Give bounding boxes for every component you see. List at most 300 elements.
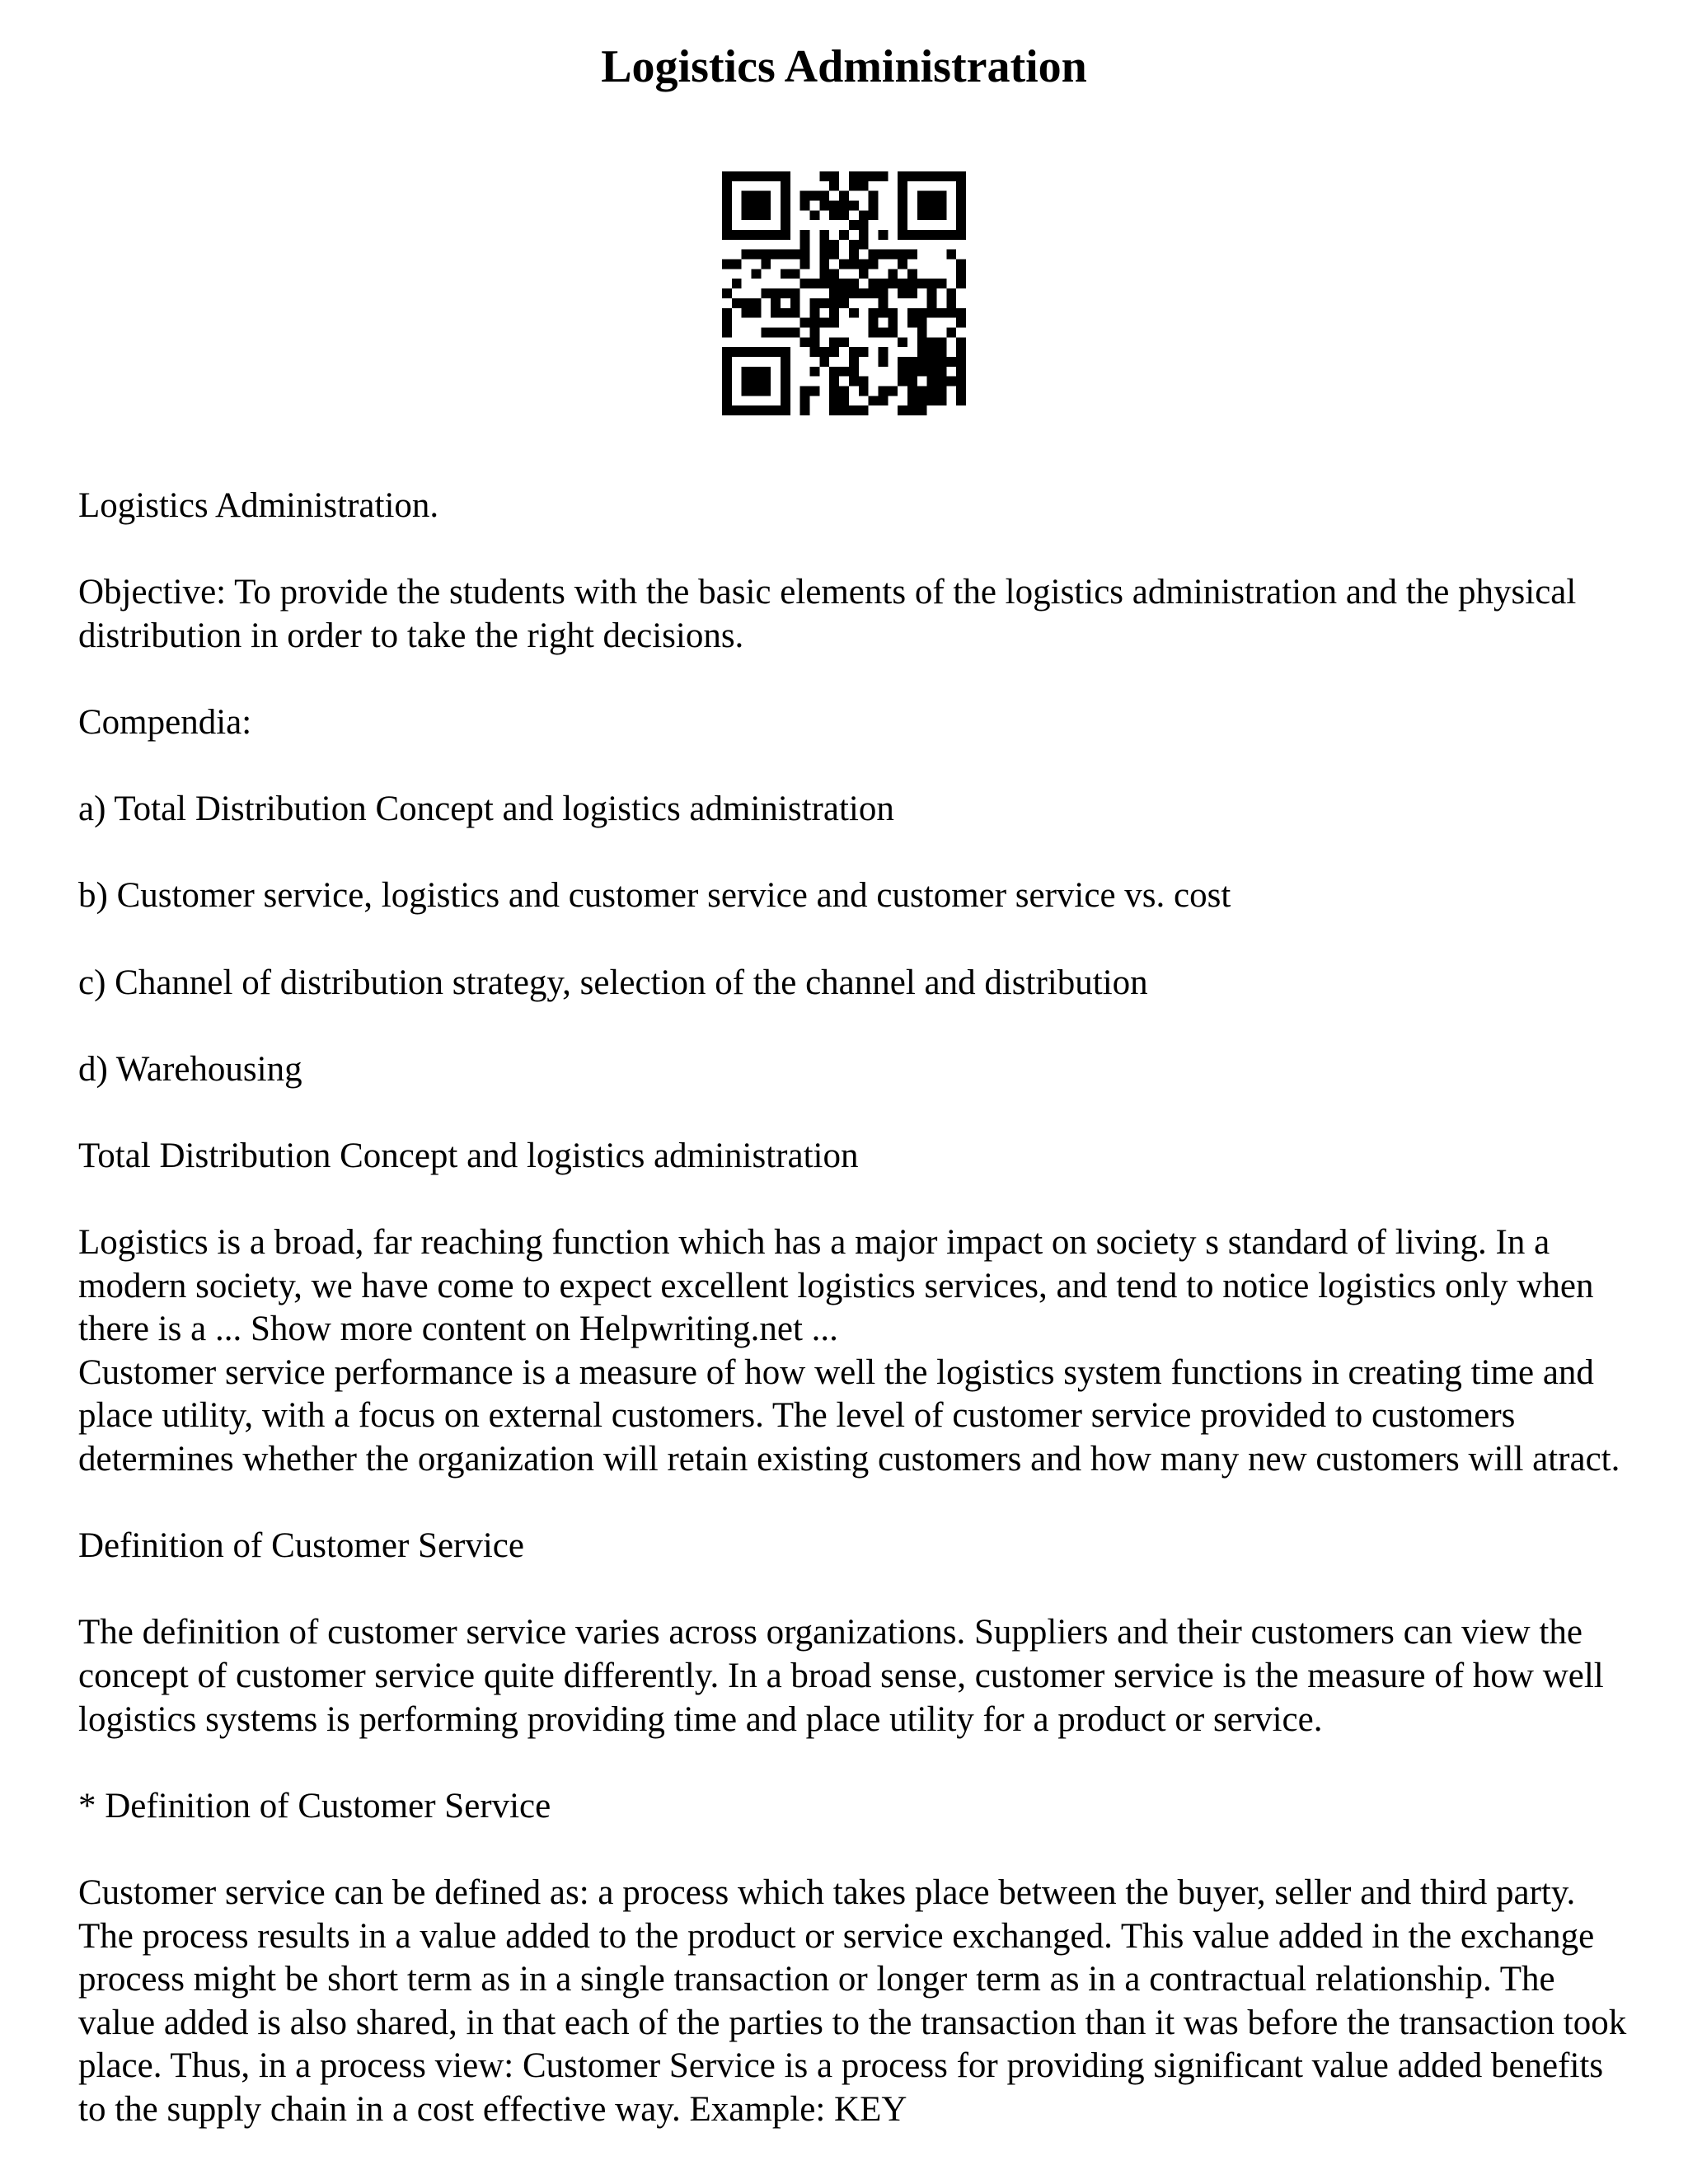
qr-module	[936, 171, 946, 181]
qr-module	[898, 220, 907, 230]
qr-module	[907, 357, 917, 367]
qr-module	[790, 327, 800, 337]
qr-module	[849, 181, 859, 191]
paragraph: Objective: To provide the students with the basic elements of the logistics administration and the physical distribution in order to take the right decisions.	[78, 573, 1577, 655]
qr-module	[956, 347, 966, 357]
qr-module	[917, 396, 927, 405]
qr-module	[956, 337, 966, 347]
qr-module	[771, 288, 781, 298]
qr-module	[869, 250, 879, 260]
qr-module	[819, 240, 829, 250]
qr-module	[917, 386, 927, 396]
qr-module	[859, 269, 869, 279]
qr-module	[898, 288, 907, 298]
qr-module	[752, 269, 762, 279]
qr-module	[859, 230, 869, 240]
qr-module	[927, 279, 937, 288]
qr-module	[771, 347, 781, 357]
qr-module	[781, 405, 790, 415]
qr-module	[761, 260, 771, 269]
qr-module	[869, 318, 879, 328]
qr-module	[771, 327, 781, 337]
qr-module	[956, 367, 966, 377]
qr-module	[761, 191, 771, 201]
qr-module	[907, 230, 917, 240]
qr-module	[839, 260, 849, 269]
qr-module	[956, 318, 966, 328]
qr-module	[732, 279, 742, 288]
qr-module	[898, 260, 907, 269]
qr-module	[771, 298, 781, 308]
qr-module	[829, 377, 839, 387]
qr-module	[917, 230, 927, 240]
qr-module	[859, 181, 869, 191]
qr-module	[800, 230, 810, 240]
qr-module	[781, 230, 790, 240]
qr-module	[849, 201, 859, 211]
qr-module	[936, 377, 946, 387]
qr-module	[732, 298, 742, 308]
qr-module	[742, 298, 752, 308]
qr-module	[761, 327, 771, 337]
paragraph: a) Total Distribution Concept and logistics administration	[78, 790, 894, 829]
qr-module	[819, 171, 829, 181]
qr-module	[800, 405, 810, 415]
qr-module	[859, 171, 869, 181]
qr-module	[829, 250, 839, 260]
qr-module	[790, 308, 800, 318]
qr-module	[849, 357, 859, 367]
qr-module	[878, 230, 888, 240]
qr-module	[810, 337, 820, 347]
qr-module	[878, 396, 888, 405]
qr-module	[917, 327, 927, 337]
qr-module	[810, 279, 820, 288]
qr-module	[790, 269, 800, 279]
qr-module	[956, 386, 966, 396]
qr-module	[956, 377, 966, 387]
qr-module	[946, 288, 956, 298]
qr-module	[781, 367, 790, 377]
qr-module	[859, 288, 869, 298]
qr-module	[771, 308, 781, 318]
qr-module	[732, 230, 742, 240]
qr-module	[819, 357, 829, 367]
qr-module	[956, 210, 966, 220]
qr-module	[869, 288, 879, 298]
qr-module	[761, 201, 771, 211]
qr-module	[742, 201, 752, 211]
paragraph: Definition of Customer Service	[78, 1526, 524, 1566]
qr-module	[810, 298, 820, 308]
qr-module	[878, 347, 888, 357]
qr-module	[956, 191, 966, 201]
qr-module	[839, 210, 849, 220]
qr-module	[878, 327, 888, 337]
qr-module	[732, 347, 742, 357]
qr-module	[917, 405, 927, 415]
qr-module	[898, 405, 907, 415]
qr-module	[839, 367, 849, 377]
qr-module	[771, 405, 781, 415]
qr-module	[781, 269, 790, 279]
qr-module	[839, 396, 849, 405]
qr-module	[722, 377, 732, 387]
qr-module	[849, 347, 859, 357]
qr-module	[927, 191, 937, 201]
qr-module	[829, 405, 839, 415]
qr-module	[819, 191, 829, 201]
qr-module	[722, 191, 732, 201]
qr-module	[927, 337, 937, 347]
qr-module	[956, 260, 966, 269]
qr-module	[800, 337, 810, 347]
qr-module	[849, 171, 859, 181]
qr-module	[859, 220, 869, 230]
qr-module	[927, 357, 937, 367]
qr-module	[829, 367, 839, 377]
paragraph: * Definition of Customer Service	[78, 1786, 551, 1825]
qr-module	[752, 191, 762, 201]
qr-module	[849, 279, 859, 288]
document-body	[78, 485, 1628, 2175]
qr-module	[771, 230, 781, 240]
qr-module	[946, 327, 956, 337]
qr-module	[722, 405, 732, 415]
paragraph: d) Warehousing	[78, 1049, 302, 1089]
qr-module	[917, 171, 927, 181]
qr-module	[888, 327, 898, 337]
qr-module	[800, 240, 810, 250]
qr-module	[732, 405, 742, 415]
qr-module	[781, 308, 790, 318]
paragraph: Customer service performance is a measure of how well the logistics system functions in creating time and place utility, with a focus on external customers. The level of customer service provided to customers determines whether the organization will retain existing customers and how many new customers will atract.	[78, 1352, 1620, 1479]
qr-module	[722, 367, 732, 377]
qr-module	[781, 191, 790, 201]
qr-module	[907, 396, 917, 405]
qr-module	[927, 367, 937, 377]
qr-module	[917, 308, 927, 318]
qr-module	[819, 250, 829, 260]
qr-module	[956, 181, 966, 191]
qr-module	[742, 191, 752, 201]
qr-module	[829, 181, 839, 191]
qr-module	[781, 386, 790, 396]
qr-module	[771, 250, 781, 260]
qr-module	[839, 230, 849, 240]
qr-module	[888, 386, 898, 396]
qr-module	[898, 191, 907, 201]
qr-module	[819, 230, 829, 240]
qr-module	[781, 201, 790, 211]
qr-module	[742, 377, 752, 387]
qr-module	[869, 279, 879, 288]
qr-module	[810, 191, 820, 201]
qr-module	[936, 396, 946, 405]
qr-module	[819, 279, 829, 288]
qr-module	[936, 210, 946, 220]
qr-module	[917, 210, 927, 220]
qr-module	[742, 347, 752, 357]
qr-module	[859, 347, 869, 357]
qr-module	[800, 318, 810, 328]
qr-module	[927, 201, 937, 211]
qr-module	[869, 201, 879, 211]
qr-module	[946, 298, 956, 308]
qr-module	[829, 171, 839, 181]
qr-module	[742, 367, 752, 377]
qr-module	[761, 288, 771, 298]
qr-module	[819, 298, 829, 308]
qr-module	[781, 377, 790, 387]
qr-module	[936, 230, 946, 240]
qr-module	[927, 308, 937, 318]
qr-module	[878, 171, 888, 181]
qr-module	[742, 386, 752, 396]
qr-module	[752, 230, 762, 240]
document-title: Logistics Administration	[601, 41, 1087, 92]
qr-module	[781, 220, 790, 230]
qr-module	[722, 386, 732, 396]
qr-module	[888, 308, 898, 318]
qr-module	[869, 191, 879, 201]
qr-module	[849, 367, 859, 377]
qr-module	[878, 250, 888, 260]
qr-module	[781, 171, 790, 181]
qr-module	[956, 357, 966, 367]
qr-module	[781, 396, 790, 405]
qr-module	[829, 240, 839, 250]
paragraph: b) Customer service, logistics and customer service and customer service vs. cost	[78, 876, 1231, 916]
qr-module	[761, 347, 771, 357]
qr-module	[898, 250, 907, 260]
qr-module	[819, 347, 829, 357]
qr-module	[907, 288, 917, 298]
paragraph: Total Distribution Concept and logistics administration	[78, 1136, 859, 1175]
qr-module	[907, 269, 917, 279]
qr-module	[781, 347, 790, 357]
qr-module	[722, 357, 732, 367]
qr-module	[888, 318, 898, 328]
qr-module	[849, 308, 859, 318]
qr-module	[829, 318, 839, 328]
qr-module	[936, 367, 946, 377]
qr-module	[849, 260, 859, 269]
qr-module	[946, 230, 956, 240]
qr-module	[849, 405, 859, 415]
qr-module	[810, 367, 820, 377]
qr-module	[917, 337, 927, 347]
qr-module	[722, 230, 732, 240]
qr-module	[781, 327, 790, 337]
qr-module	[859, 405, 869, 415]
qr-module	[917, 279, 927, 288]
qr-module	[946, 171, 956, 181]
qr-module	[936, 337, 946, 347]
qr-module	[752, 250, 762, 260]
qr-module	[927, 386, 937, 396]
qr-module	[781, 210, 790, 220]
qr-module	[722, 396, 732, 405]
qr-module	[752, 367, 762, 377]
qr-module	[927, 298, 937, 308]
qr-module	[859, 240, 869, 250]
qr-module	[752, 347, 762, 357]
qr-module	[742, 405, 752, 415]
qr-module	[907, 279, 917, 288]
qr-module	[898, 279, 907, 288]
qr-module	[869, 396, 879, 405]
qr-module	[781, 357, 790, 367]
qr-module	[829, 201, 839, 211]
qr-module	[878, 357, 888, 367]
qr-module	[800, 250, 810, 260]
qr-module	[888, 279, 898, 288]
qr-module	[936, 347, 946, 357]
qr-module	[936, 308, 946, 318]
qr-module	[810, 318, 820, 328]
qr-module	[722, 347, 732, 357]
qr-module	[742, 230, 752, 240]
qr-module	[829, 308, 839, 318]
qr-module	[781, 250, 790, 260]
qr-module	[956, 269, 966, 279]
qr-module	[800, 396, 810, 405]
qr-module	[752, 377, 762, 387]
qr-module	[849, 377, 859, 387]
qr-module	[956, 201, 966, 211]
qr-module	[819, 269, 829, 279]
qr-module	[946, 377, 956, 387]
qr-module	[761, 171, 771, 181]
qr-module	[810, 386, 820, 396]
qr-module	[752, 298, 762, 308]
qr-module	[898, 367, 907, 377]
qr-module	[898, 171, 907, 181]
qr-module	[819, 201, 829, 211]
paragraph: Compendia:	[78, 702, 252, 742]
qr-module	[829, 269, 839, 279]
qr-module	[839, 405, 849, 415]
qr-module	[927, 210, 937, 220]
qr-module	[936, 357, 946, 367]
qr-module	[907, 171, 917, 181]
qr-module	[752, 308, 762, 318]
qr-module	[946, 357, 956, 367]
qr-module	[869, 327, 879, 337]
qr-module	[917, 201, 927, 211]
qr-module	[869, 308, 879, 318]
qr-module	[898, 377, 907, 387]
qr-module	[722, 201, 732, 211]
qr-module	[936, 201, 946, 211]
qr-module	[781, 288, 790, 298]
qr-module	[800, 260, 810, 269]
qr-module	[849, 220, 859, 230]
qr-module	[800, 201, 810, 211]
qr-module	[907, 386, 917, 396]
qr-module	[936, 386, 946, 396]
qr-module	[839, 386, 849, 396]
qr-module	[761, 230, 771, 240]
qr-module	[927, 230, 937, 240]
qr-module	[829, 279, 839, 288]
qr-module	[732, 260, 742, 269]
qr-module	[927, 347, 937, 357]
qr-module	[810, 347, 820, 357]
qr-module	[819, 318, 829, 328]
qr-module	[722, 288, 732, 298]
qr-code	[722, 171, 966, 415]
paragraph: Logistics is a broad, far reaching function which has a major impact on society s standard of living. In a modern society, we have come to expect excellent logistics services, and tend to notice logistics only when there is a ... Show more content on Helpwriting.net ...	[78, 1223, 1594, 1349]
qr-module	[742, 171, 752, 181]
qr-module	[878, 279, 888, 288]
qr-module	[927, 288, 937, 298]
qr-module	[956, 396, 966, 405]
qr-module	[839, 279, 849, 288]
qr-module	[819, 260, 829, 269]
qr-module	[878, 288, 888, 298]
qr-module	[907, 250, 917, 260]
qr-module	[771, 171, 781, 181]
qr-module	[839, 288, 849, 298]
qr-module	[898, 181, 907, 191]
qr-module	[722, 318, 732, 328]
qr-module	[859, 377, 869, 387]
qr-module	[839, 298, 849, 308]
qr-module	[761, 367, 771, 377]
qr-module	[722, 260, 732, 269]
qr-module	[927, 171, 937, 181]
qr-module	[956, 171, 966, 181]
qr-module	[917, 318, 927, 328]
qr-module	[956, 230, 966, 240]
qr-module	[781, 181, 790, 191]
qr-module	[956, 279, 966, 288]
qr-module	[752, 210, 762, 220]
qr-module	[878, 386, 888, 396]
qr-module	[800, 191, 810, 201]
qr-module	[869, 260, 879, 269]
qr-module	[907, 308, 917, 318]
qr-module	[956, 308, 966, 318]
qr-module	[888, 269, 898, 279]
qr-module	[907, 367, 917, 377]
qr-module	[752, 405, 762, 415]
qr-module	[878, 298, 888, 308]
qr-module	[898, 230, 907, 240]
paragraph: c) Channel of distribution strategy, selection of the channel and distribution	[78, 963, 1148, 1002]
qr-module	[752, 171, 762, 181]
qr-module	[839, 191, 849, 201]
qr-module	[800, 279, 810, 288]
qr-module	[898, 210, 907, 220]
qr-module	[859, 210, 869, 220]
qr-module	[810, 327, 820, 337]
qr-module	[722, 220, 732, 230]
qr-module	[936, 279, 946, 288]
paragraph: Customer service can be defined as: a process which takes place between the buyer, seller and third party. The process results in a value added to the product or service exchanged. This value added in the exchange process might be short term as in a single transaction or longer term as in a contractual relationship. The value added is also shared, in that each of the parties to the transaction than it was before the transaction took place. Thus, in a process view: Customer Service is a process for providing significant value added benefits to the supply chain in a cost effective way. Example: KEY	[78, 1873, 1627, 2129]
qr-module	[761, 405, 771, 415]
qr-module	[907, 405, 917, 415]
qr-module	[761, 250, 771, 260]
qr-module	[849, 288, 859, 298]
qr-module	[732, 171, 742, 181]
qr-module	[907, 318, 917, 328]
qr-module	[761, 210, 771, 220]
qr-module	[742, 250, 752, 260]
qr-module	[752, 386, 762, 396]
